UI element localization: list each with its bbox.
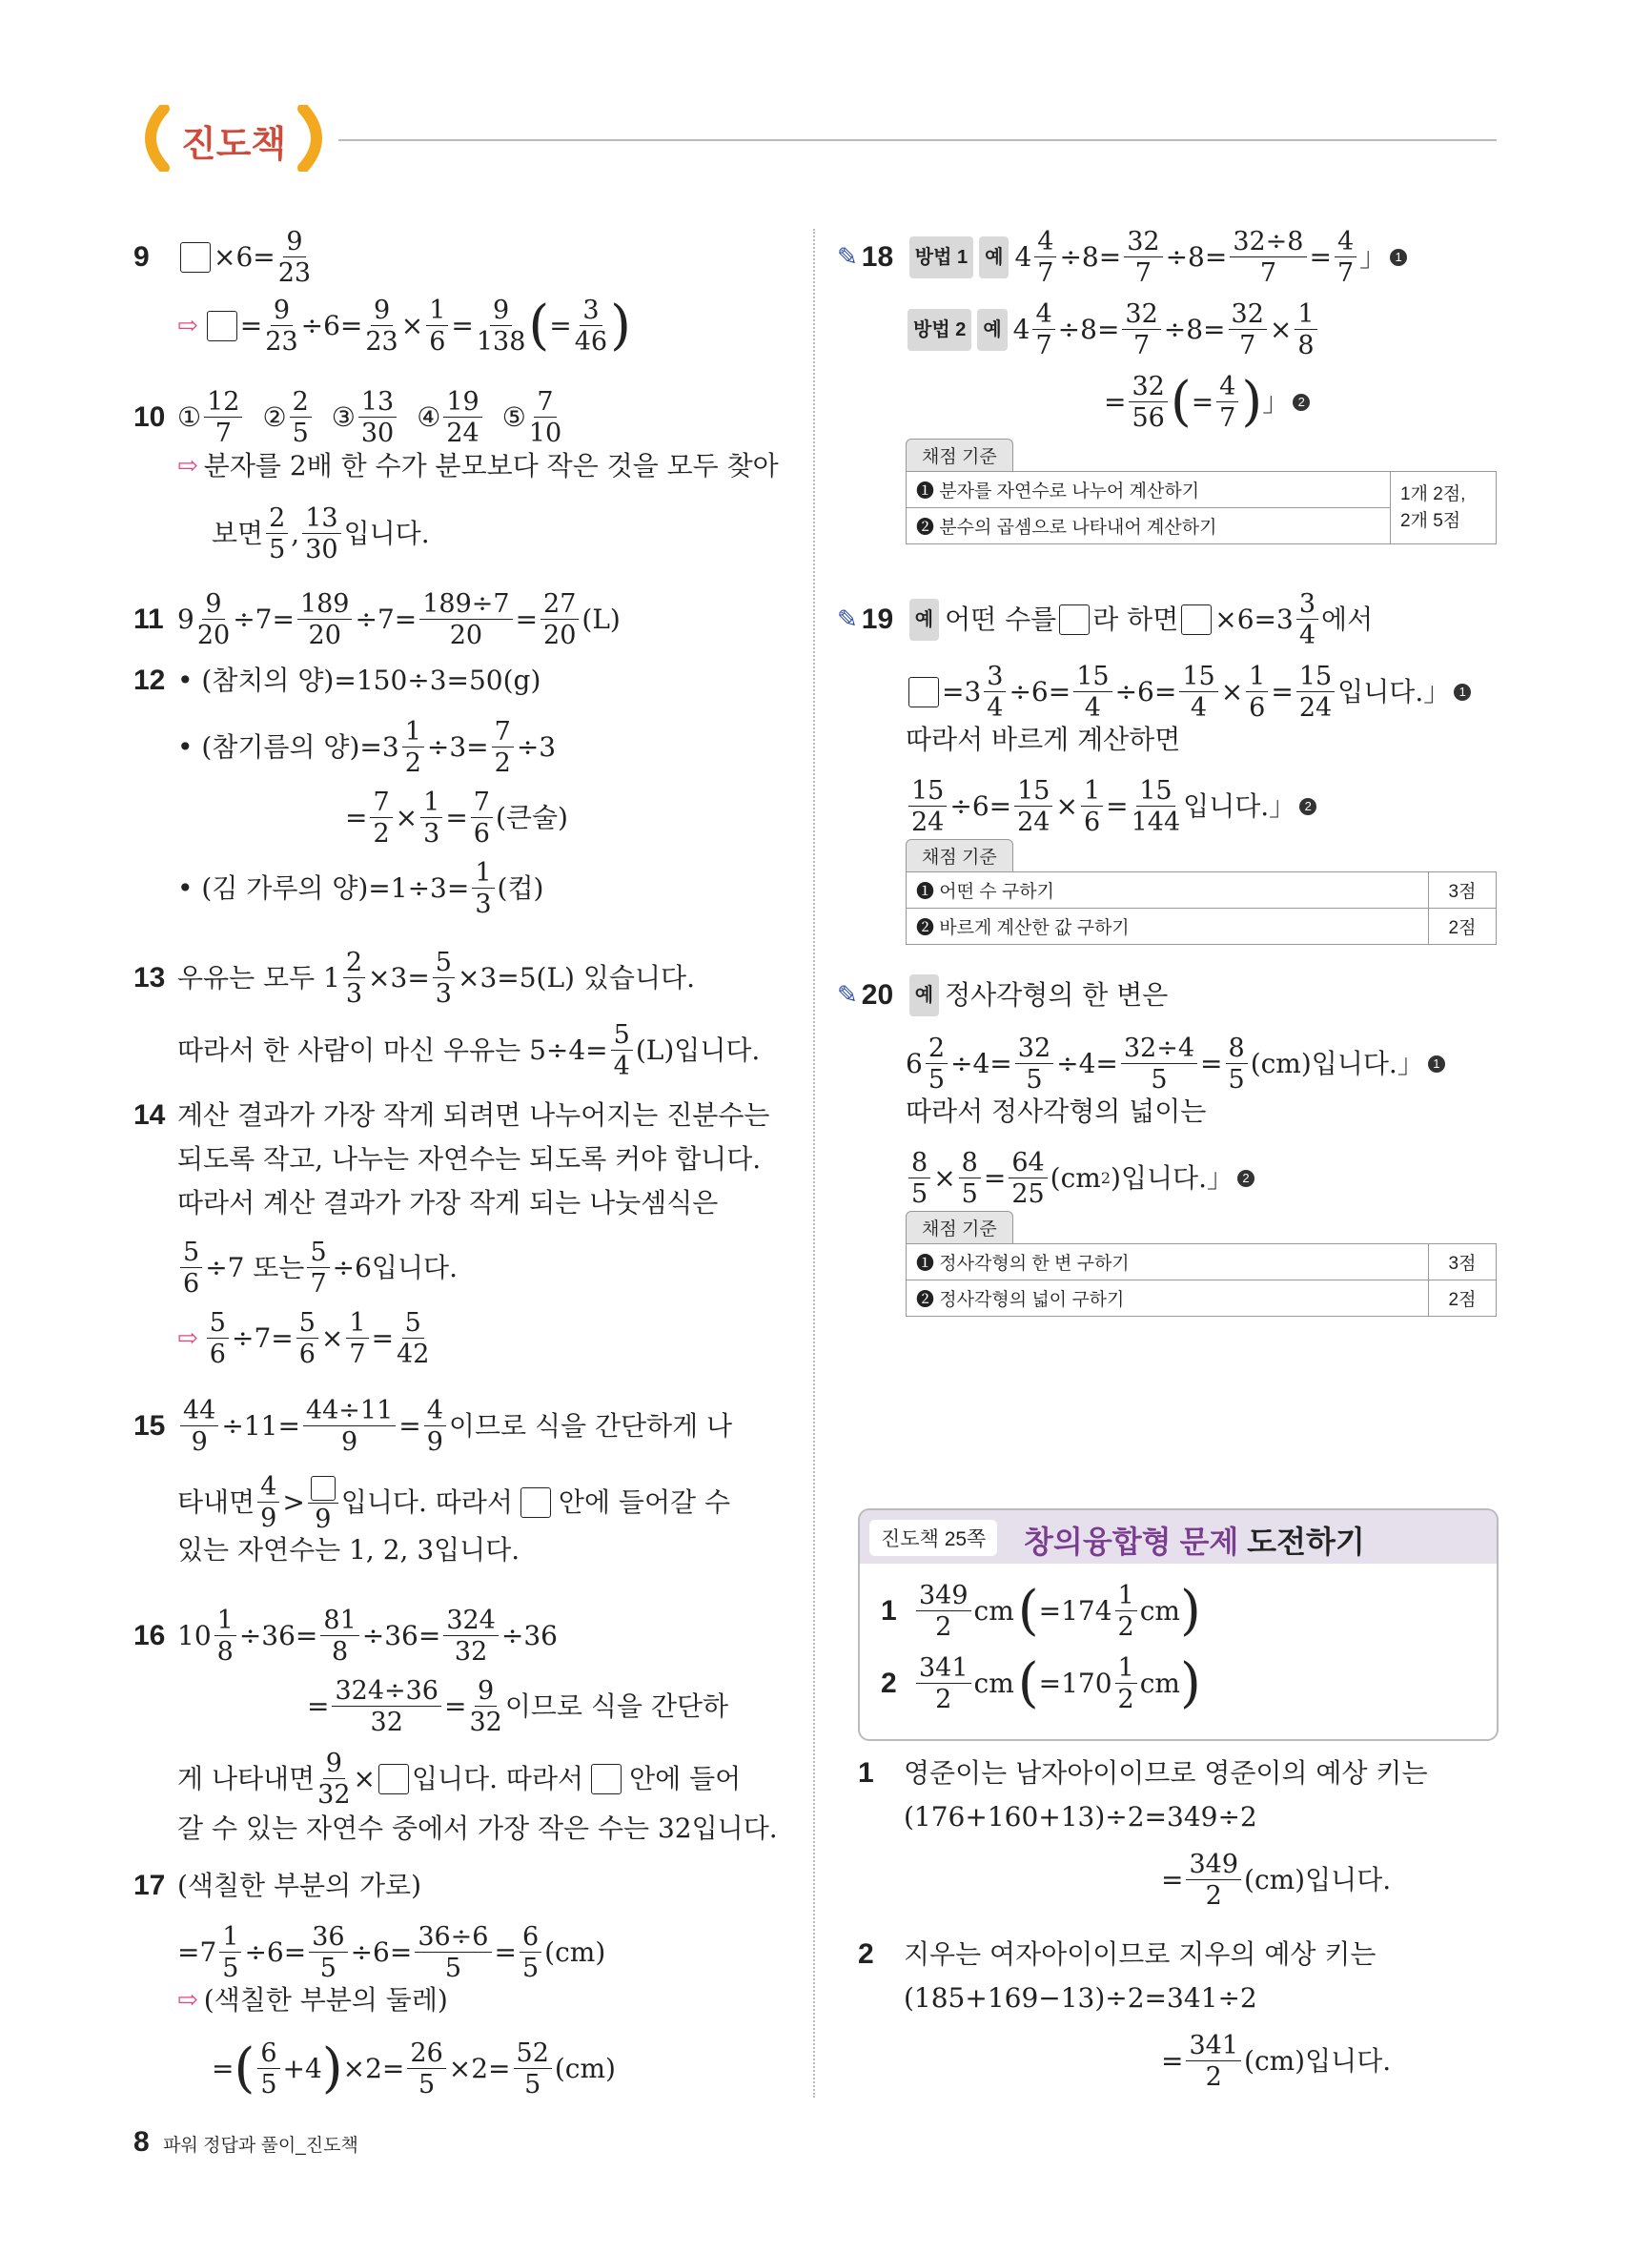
fraction: 12 7 xyxy=(204,389,242,446)
fraction: $\frac{32}{7}$ xyxy=(1124,229,1162,286)
fraction: $\frac{7}{2}$ xyxy=(492,719,514,776)
fraction: 341 2 xyxy=(916,1655,971,1712)
scoring-table: 채점 기준 ❶ 분자를 자연수로 나누어 계산하기 1개 2점, 2개 5점 ❷ 분수의 곱셈으로 나타내어 계산하기 xyxy=(906,439,1497,544)
fraction: $\frac{1}{3}$ xyxy=(420,789,442,847)
fraction: $\frac{32\div 8}{7}$ xyxy=(1230,229,1306,286)
fraction: $\frac{15}{24}$ xyxy=(1296,664,1335,721)
blank-box xyxy=(591,1764,622,1794)
fraction: $\frac{9}{32}$ xyxy=(317,1749,351,1810)
fraction: 6 5 xyxy=(257,2040,279,2098)
fraction: $\frac{1}{8}$ xyxy=(214,1608,236,1665)
method-tag: 방법 1 xyxy=(909,236,973,278)
fraction: $\frac{15}{4}$ xyxy=(1073,664,1112,721)
fraction: 349 2 xyxy=(916,1583,971,1640)
fraction: $\frac{9}{32}$ xyxy=(469,1676,502,1737)
fraction: $\frac{189\div 7}{20}$ xyxy=(419,591,512,648)
fraction: $\frac{15}{4}$ xyxy=(1179,664,1217,721)
arrow-icon: ⇨ xyxy=(177,312,198,340)
fraction: 13 30 xyxy=(302,505,340,563)
footer-text: 파워 정답과 풀이_진도책 xyxy=(163,2136,358,2156)
example-tag: 예 xyxy=(909,974,939,1016)
fraction: $\frac{324}{32}$ xyxy=(443,1608,499,1665)
column-divider xyxy=(813,229,815,2098)
fraction: $\frac{1}{6}$ xyxy=(1246,664,1268,721)
fraction: $\frac{27}{20}$ xyxy=(540,591,579,648)
fraction: $\frac{32}{7}$ xyxy=(1229,301,1267,358)
fraction: $\frac{7}{6}$ xyxy=(471,789,493,847)
problem-number: 18 xyxy=(861,241,894,273)
fraction: $\frac{5}{6}$ xyxy=(296,1310,318,1367)
arrow-icon: ⇨ xyxy=(177,1324,198,1353)
step-marker: 2 xyxy=(1293,394,1310,411)
page-title: 진도책 xyxy=(181,125,287,165)
fraction: $\frac{1}{6}$ xyxy=(426,297,448,355)
fraction: 2 5 xyxy=(266,505,288,563)
fraction: $\frac{5}{3}$ xyxy=(433,950,455,1007)
fraction: 19 24 xyxy=(443,389,481,446)
fraction: 7 10 xyxy=(528,387,562,448)
problem-number: 9 xyxy=(133,241,150,273)
step-marker: 2 xyxy=(1299,798,1316,815)
banner-title: 창의융합형 문제 도전하기 xyxy=(1024,1525,1365,1559)
fraction: $\frac{5}{6}$ xyxy=(180,1239,202,1297)
problem-number: 19 xyxy=(861,604,894,635)
fraction: $\frac{8}{5}$ xyxy=(1226,1035,1248,1093)
fraction: $\frac{2}{3}$ xyxy=(343,950,365,1007)
fraction: $\frac{8}{5}$ xyxy=(908,1150,930,1207)
fraction: $\frac{189}{20}$ xyxy=(297,591,353,648)
fraction: 3 4 xyxy=(1296,591,1318,648)
header-bracket-right xyxy=(296,105,334,172)
fraction: $\frac{52}{5}$ xyxy=(514,2040,552,2098)
fraction: $\frac{1}{5}$ xyxy=(219,1924,241,1981)
problem-number: 15 xyxy=(133,1410,166,1442)
blank-box xyxy=(908,677,939,707)
method-tag: 방법 2 xyxy=(908,309,971,351)
pen-icon: ✎ xyxy=(837,243,858,272)
fraction: 4 9 xyxy=(257,1474,279,1531)
blank-box xyxy=(1181,604,1212,635)
problem-number: 12 xyxy=(133,665,166,696)
challenge-box: 진도책 25쪽 창의융합형 문제 도전하기 1 349 2 cm ( =174 1 2 cm ) 2 341 2 cm ( =170 1 2 cm ) xyxy=(858,1508,1499,1741)
blank-box xyxy=(311,1476,336,1501)
step-marker: 2 xyxy=(1237,1170,1254,1187)
fraction: $\frac{5}{42}$ xyxy=(397,1308,430,1369)
problem-number: 16 xyxy=(133,1620,166,1651)
fraction: $\frac{1}{8}$ xyxy=(1295,301,1316,358)
fraction: $\frac{32\div 4}{5}$ xyxy=(1121,1035,1197,1093)
fraction: $\frac{9}{138}$ xyxy=(476,296,526,357)
fraction: $\frac{36}{5}$ xyxy=(309,1924,347,1981)
page-number: 8 xyxy=(133,2126,150,2158)
header-rule xyxy=(338,139,1497,141)
fraction: $\frac{81}{8}$ xyxy=(320,1608,358,1665)
fraction: $\frac{1}{2}$ xyxy=(402,719,424,776)
scoring-table: 채점 기준 ❶ 어떤 수 구하기 3점 ❷ 바르게 계산한 값 구하기 2점 xyxy=(906,839,1497,945)
fraction: $\frac{5}{4}$ xyxy=(611,1022,633,1079)
fraction: 9 xyxy=(308,1474,338,1532)
fraction: $\frac{9}{23}$ xyxy=(265,296,298,357)
blank-box xyxy=(1059,604,1090,635)
fraction: $\frac{15}{144}$ xyxy=(1131,776,1181,837)
fraction: 1 2 xyxy=(1115,1655,1137,1712)
example-tag: 예 xyxy=(909,599,939,641)
fraction: $\frac{349}{2}$ xyxy=(1186,1852,1241,1909)
fraction: 1 2 xyxy=(1115,1583,1137,1640)
fraction: $\frac{44\div 11}{9}$ xyxy=(303,1398,396,1455)
fraction: $\frac{1}{3}$ xyxy=(472,860,494,917)
fraction: $\frac{4}{7}$ xyxy=(1034,229,1056,286)
fraction: $\frac{4}{7}$ xyxy=(1335,229,1356,286)
fraction: $\frac{44}{9}$ xyxy=(180,1398,218,1455)
example-tag: 예 xyxy=(977,309,1007,351)
fraction: 2 5 xyxy=(290,389,312,446)
fraction: $\frac{4}{9}$ xyxy=(424,1398,446,1455)
fraction: $\frac{3}{4}$ xyxy=(984,664,1006,721)
problem-number: 17 xyxy=(133,1870,166,1901)
step-marker: 1 xyxy=(1390,249,1407,266)
problem-number: 10 xyxy=(133,401,166,433)
footer xyxy=(133,2126,358,2159)
fraction: $\frac{9}{23}$ xyxy=(277,227,312,288)
fraction: $\frac{32}{56}$ xyxy=(1129,374,1167,431)
fraction: $\frac{1}{7}$ xyxy=(346,1310,368,1367)
fraction: $\frac{3}{46}$ xyxy=(574,296,608,357)
fraction: $\frac{8}{5}$ xyxy=(959,1150,981,1207)
fraction: $\frac{32}{5}$ xyxy=(1015,1035,1053,1093)
step-marker: 1 xyxy=(1428,1055,1445,1073)
fraction: $\frac{6}{5}$ xyxy=(520,1924,541,1981)
fraction: $\frac{7}{2}$ xyxy=(370,789,392,847)
blank-box xyxy=(207,311,237,341)
fraction: $\frac{36\div 6}{5}$ xyxy=(415,1924,491,1981)
problem-number: 11 xyxy=(133,604,164,635)
fraction: $\frac{32}{7}$ xyxy=(1122,301,1160,358)
fraction: $\frac{5}{6}$ xyxy=(207,1310,229,1367)
fraction: $\frac{9}{20}$ xyxy=(196,589,231,650)
step-marker: 1 xyxy=(1454,684,1471,701)
header-bracket-left xyxy=(133,105,172,172)
fraction: $\frac{15}{24}$ xyxy=(1014,778,1052,835)
blank-box xyxy=(378,1764,409,1794)
problem-number: 14 xyxy=(133,1099,166,1131)
pen-icon: ✎ xyxy=(837,605,858,634)
fraction: $\frac{64}{25}$ xyxy=(1009,1150,1047,1207)
problem-number: 13 xyxy=(133,962,166,993)
fraction: $\frac{26}{5}$ xyxy=(407,2040,445,2098)
fraction: $\frac{4}{7}$ xyxy=(1216,374,1238,431)
fraction: $\frac{1}{6}$ xyxy=(1081,778,1103,835)
pen-icon: ✎ xyxy=(837,981,858,1010)
fraction: $\frac{9}{23}$ xyxy=(365,296,398,357)
fraction: $\frac{4}{7}$ xyxy=(1032,301,1054,358)
blank-box xyxy=(520,1487,551,1518)
problem-number: 20 xyxy=(861,979,894,1011)
fraction: $\frac{341}{2}$ xyxy=(1186,2033,1241,2090)
arrow-icon: ⇨ xyxy=(177,452,198,481)
example-tag: 예 xyxy=(979,236,1009,278)
fraction: 13 30 xyxy=(358,389,397,446)
banner-page-tag: 진도책 25쪽 xyxy=(869,1520,997,1556)
scoring-table: 채점 기준 ❶ 정사각형의 한 변 구하기 3점 ❷ 정사각형의 넓이 구하기 2점 xyxy=(906,1211,1497,1317)
fraction: $\frac{15}{24}$ xyxy=(908,778,947,835)
fraction: $\frac{5}{7}$ xyxy=(307,1239,329,1297)
blank-box xyxy=(180,242,211,273)
arrow-icon: ⇨ xyxy=(177,1986,198,2015)
header xyxy=(133,105,1497,172)
fraction: $\frac{2}{5}$ xyxy=(926,1035,948,1093)
fraction: $\frac{324\div 36}{32}$ xyxy=(332,1678,441,1735)
